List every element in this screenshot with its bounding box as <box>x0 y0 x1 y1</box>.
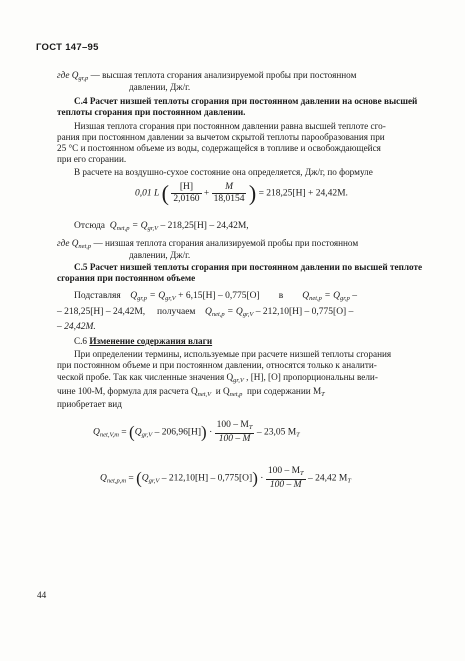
equation-2: Отсюда $Q_{net,p} = Q_{gr,V} - 218,25[H] - 24,42M$, <box>74 221 249 232</box>
definition-line: где $Q_{net,p}$ — низшая теплота сгорания анализируемой пробы при постоянном <box>57 238 359 250</box>
equation-4: $Q_{net,p,m} = (Q_{gr,V} - 212,10[H] - 0,775[O])$ · $\frac{100 - M_T}{100 - M}$ – 24,42 $M_T$ <box>100 466 351 490</box>
paragraph-line: приобретает вид <box>57 399 122 409</box>
paragraph-line: чине 100-M, формула для расчета $Q_{net,V}$ и $Q_{net,p}$ при содержании $M_T$ <box>57 386 325 398</box>
definition-line-cont: давлении, Дж/г. <box>129 250 191 260</box>
section-title-c4: С.4 Расчет низшей теплоты сгорания при постоянном давлении на основе высшей <box>74 96 418 106</box>
paragraph-line: рания при постоянном давлении за вычетом скрытой теплоты парообразования при <box>57 132 385 142</box>
definition-line-cont: давлении, Дж/г. <box>129 82 191 92</box>
paragraph-line: Низшая теплота сгорания при постоянном давлении равна высшей теплоте сго- <box>74 121 386 131</box>
section-title-c5-cont: сгорания при постоянном объеме <box>57 273 196 283</box>
paragraph-line: ческой пробе. Так как численные значения $Q_{gr,V}$ , [H], [O] пропорциональны вели- <box>57 372 378 384</box>
equation-1: 0,01 L ( $\frac{[H]}{2,0160}$ + $\frac{M}{18,0154}$ ) = 218,25[H] + 24,42M. <box>135 180 348 206</box>
paragraph-line: 25 °С и постоянном объеме из воды, содержащейся в топливе и освобождающейся <box>57 143 381 153</box>
equation-3: $Q_{net,V,m} = (Q_{gr,V} - 206,96[H])$ · $\frac{100 - M_T}{100 - M}$ – 23,05 $M_T$ <box>93 420 300 444</box>
substitution-line: – 218,25[H] – 24,42M, получаем $Q_{net,p} = Q_{gr,V} - 212,10[H] - 0,775[O]$ – <box>57 307 354 318</box>
section-title-c6: С.6 Изменение содержания влаги <box>74 336 213 346</box>
section-title-c5: С.5 Расчет низшей теплоты сгорания при постоянном давлении по высшей теплоте <box>74 262 423 272</box>
page-number: 44 <box>37 590 47 600</box>
paragraph-line: при постоянном объеме и при постоянном давлении, относятся только к аналити- <box>57 360 377 370</box>
paragraph-line: В расчете на воздушно-сухое состояние она определяется, Дж/г, по формуле <box>74 167 373 177</box>
substitution-line: – 24,42M. <box>57 322 96 332</box>
definition-line: где $Q_{gr,p}$ — высшая теплота сгорания анализируемой пробы при постоянном <box>57 70 357 82</box>
section-title-c4-cont: теплоты сгорания при постоянном давлении. <box>57 107 246 117</box>
paragraph-line: При определении термины, используемые при расчете низшей теплоты сгорания <box>74 349 392 359</box>
substitution-line: Подставляя $Q_{gr,p} = Q_{gr,V} + 6,15[H] - 0,775[O]$ в $Q_{net,p} = Q_{gr,p}$ – <box>74 291 357 302</box>
paragraph-line: при его сгорании. <box>57 154 127 164</box>
document-code: ГОСТ 147–95 <box>36 42 99 53</box>
